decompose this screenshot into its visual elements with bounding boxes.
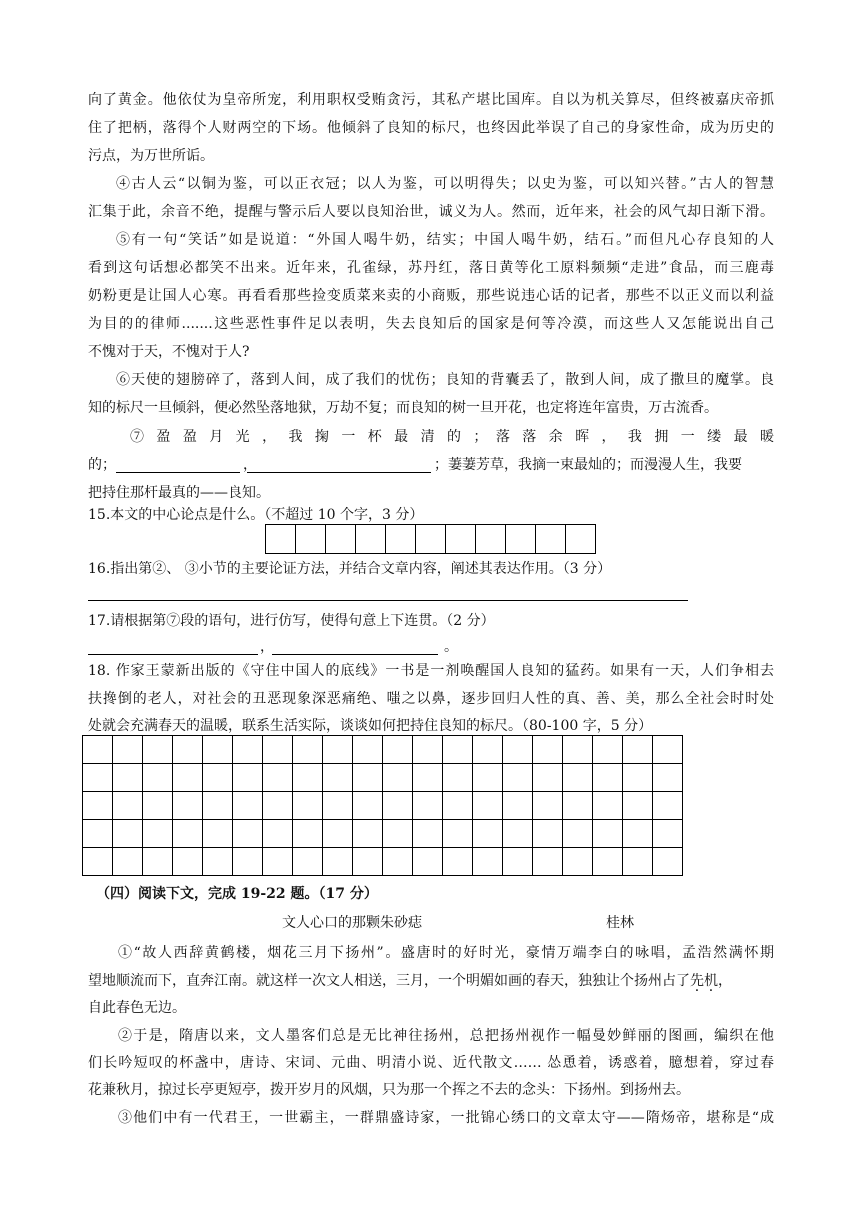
q18-grid-cell[interactable] xyxy=(203,764,233,792)
q18-grid-row xyxy=(83,792,683,820)
article-para-1-line-3: 自此春色无边。 xyxy=(88,1000,186,1016)
article-author: 桂林 xyxy=(606,915,634,931)
q18-grid-cell[interactable] xyxy=(593,792,623,820)
q18-grid-row xyxy=(83,820,683,848)
q18-grid-cell[interactable] xyxy=(203,820,233,848)
q18-grid-cell[interactable] xyxy=(233,736,263,764)
q18-grid-cell[interactable] xyxy=(473,820,503,848)
q18-grid-cell[interactable] xyxy=(113,764,143,792)
q18-grid-cell[interactable] xyxy=(383,820,413,848)
q18-grid-cell[interactable] xyxy=(323,736,353,764)
q18-grid-cell[interactable] xyxy=(563,736,593,764)
q18-grid-cell[interactable] xyxy=(653,792,683,820)
q18-grid-cell[interactable] xyxy=(413,848,443,876)
q18-grid-cell[interactable] xyxy=(143,820,173,848)
q18-grid-cell[interactable] xyxy=(173,792,203,820)
paragraph-3-line-3: 污点，为万世所诟。 xyxy=(88,148,214,164)
q18-grid-cell[interactable] xyxy=(293,848,323,876)
q18-grid-cell[interactable] xyxy=(533,792,563,820)
q18-grid-cell[interactable] xyxy=(233,820,263,848)
paragraph-3-line-2: 住了把柄，落得个人财两空的下场。他倾斜了良知的标尺，也终因此举误了自己的身家性命，成为历史的 xyxy=(88,120,774,136)
article-para-3-line-1: ③他们中有一代君王，一世霸主，一群鼎盛诗家，一批锦心绣口的文章太守——隋炀帝，堪称是“成 xyxy=(118,1110,774,1126)
q18-grid-cell[interactable] xyxy=(203,736,233,764)
article-para-2-line-3: 花兼秋月，掠过长亭更短亭，拨开岁月的风烟，只为那一个挥之不去的念头：下扬州。到扬州去。 xyxy=(88,1082,690,1098)
paragraph-5-line-4: 为目的的律师.......这些恶性事件足以表明，失去良知后的国家是何等冷漠，而这些人又怎能说出自己 xyxy=(88,316,774,332)
q15-grid-cell[interactable] xyxy=(266,525,296,554)
q18-answer-grid[interactable] xyxy=(82,735,683,876)
q18-grid-cell[interactable] xyxy=(593,736,623,764)
q18-grid-cell[interactable] xyxy=(473,764,503,792)
paragraph-5-line-5: 不愧对于天，不愧对于人? xyxy=(88,344,250,360)
q18-grid-cell[interactable] xyxy=(113,820,143,848)
q18-grid-cell[interactable] xyxy=(533,848,563,876)
question-17: 17.请根据第⑦段的语句，进行仿写，使得句意上下连贯。（2 分） xyxy=(88,613,495,629)
q18-grid-cell[interactable] xyxy=(233,764,263,792)
article-title: 文人心口的那颗朱砂痣 xyxy=(282,915,422,931)
q18-grid-cell[interactable] xyxy=(113,736,143,764)
q17-answer-blank-1[interactable] xyxy=(88,654,258,655)
paragraph-5-line-2: 看到这句话想必都笑不出来。近年来，孔雀绿，苏丹红，落日黄等化工原料频频“走进”食品，而三鹿毒 xyxy=(88,260,774,276)
q18-grid-cell[interactable] xyxy=(503,792,533,820)
question-18-line-2: 扶搀倒的老人，对社会的丑恶现象深恶痛绝、嗤之以鼻，逐步回归人性的真、善、美，那么全社会时时处 xyxy=(88,691,774,707)
q18-grid-cell[interactable] xyxy=(83,764,113,792)
q18-grid-cell[interactable] xyxy=(83,736,113,764)
q18-grid-row xyxy=(83,848,683,876)
q15-grid-cell[interactable] xyxy=(506,525,536,554)
q18-grid-cell[interactable] xyxy=(413,820,443,848)
paragraph-7-line-2b: ， xyxy=(243,457,257,473)
q16-answer-line[interactable] xyxy=(88,600,688,601)
question-18-line-1: 18. 作家王蒙新出版的《守住中国人的底线》一书是一剂唤醒国人良知的猛药。如果有一天，人们争相去 xyxy=(88,663,774,679)
q18-grid-cell[interactable] xyxy=(173,848,203,876)
paragraph-4-line-1: ④古人云“以铜为鉴，可以正衣冠；以人为鉴，可以明得失；以史为鉴，可以知兴替。”古人的智慧 xyxy=(116,176,774,192)
q18-grid-cell[interactable] xyxy=(143,764,173,792)
q18-grid-cell[interactable] xyxy=(443,848,473,876)
q18-grid-cell[interactable] xyxy=(653,820,683,848)
q18-grid-cell[interactable] xyxy=(653,848,683,876)
fill-blank-7a[interactable] xyxy=(116,472,240,473)
q18-grid-cell[interactable] xyxy=(353,792,383,820)
article-para-1-line-1: ①“故人西辞黄鹤楼，烟花三月下扬州”。盛唐时的好时光，豪情万端李白的咏唱，孟浩然满怀期 xyxy=(118,945,774,961)
article-para-1-line-2-tail: ， xyxy=(718,973,732,989)
q18-grid-cell[interactable] xyxy=(323,820,353,848)
q18-grid-cell[interactable] xyxy=(473,736,503,764)
q17-answer-blank-2[interactable] xyxy=(272,654,438,655)
q18-grid-cell[interactable] xyxy=(323,792,353,820)
paragraph-7-line-1: ⑦ 盈 盈 月 光 ， 我 掬 一 杯 最 清 的 ； 落 落 余 晖 ， 我 拥 一 缕 最 暖 xyxy=(130,429,774,445)
q18-grid-cell[interactable] xyxy=(113,848,143,876)
q18-grid-cell[interactable] xyxy=(173,820,203,848)
paragraph-6-line-1: ⑥天使的翅膀碎了，落到人间，成了我们的忧伤；良知的背囊丢了，散到人间，成了撒旦的魔掌。良 xyxy=(116,372,774,388)
q18-grid-cell[interactable] xyxy=(503,848,533,876)
q18-grid-cell[interactable] xyxy=(263,736,293,764)
q18-grid-cell[interactable] xyxy=(503,736,533,764)
q18-grid-cell[interactable] xyxy=(623,764,653,792)
q18-grid-cell[interactable] xyxy=(623,820,653,848)
q18-grid-cell[interactable] xyxy=(443,736,473,764)
q15-grid-cell[interactable] xyxy=(416,525,446,554)
question-18-line-3: 处就会充满春天的温暖，联系生活实际，谈谈如何把持住良知的标尺。（80-100 字，5 分） xyxy=(88,718,653,734)
q18-grid-cell[interactable] xyxy=(263,764,293,792)
q18-grid-cell[interactable] xyxy=(83,792,113,820)
article-para-1-line-2 xyxy=(88,972,732,990)
q17-separator: ， xyxy=(260,639,274,655)
article-para-1-line-2-text: 望地顺流而下，直奔江南。就这样一次文人相送，三月，一个明媚如画的春天，独独让个扬州占了 xyxy=(88,973,690,989)
q18-grid-cell[interactable] xyxy=(533,736,563,764)
q18-grid-cell[interactable] xyxy=(203,848,233,876)
q18-grid-cell[interactable] xyxy=(293,792,323,820)
emphasis-char-2: 机 xyxy=(704,973,718,989)
fill-blank-7b[interactable] xyxy=(247,472,431,473)
q18-grid-cell[interactable] xyxy=(293,736,323,764)
q15-grid-cell[interactable] xyxy=(536,525,566,554)
q18-grid-cell[interactable] xyxy=(503,820,533,848)
paragraph-7-line-2a: 的； xyxy=(88,457,116,473)
q18-grid-cell[interactable] xyxy=(173,764,203,792)
paragraph-3-line-1: 向了黄金。他依仗为皇帝所宠，利用职权受贿贪污，其私产堪比国库。自以为机关算尽，但终被嘉庆帝抓 xyxy=(88,92,774,108)
q18-grid-cell[interactable] xyxy=(293,764,323,792)
q18-grid-cell[interactable] xyxy=(143,848,173,876)
q18-grid-cell[interactable] xyxy=(413,792,443,820)
q18-grid-cell[interactable] xyxy=(263,792,293,820)
paragraph-4-line-2: 汇集于此，余音不绝，提醒与警示后人要以良知治世，诚义为人。然而，近年来，社会的风气却日渐下滑。 xyxy=(88,204,774,220)
q18-grid-cell[interactable] xyxy=(413,736,443,764)
q15-grid-cell[interactable] xyxy=(446,525,476,554)
q18-grid-cell[interactable] xyxy=(593,764,623,792)
paragraph-5-line-3: 奶粉更是让国人心寒。再看看那些捡变质菜来卖的小商贩，那些说违心话的记者，那些不以正义而以利益 xyxy=(88,288,774,304)
q18-grid-cell[interactable] xyxy=(323,764,353,792)
q17-end: 。 xyxy=(444,639,458,655)
q18-grid-cell[interactable] xyxy=(353,764,383,792)
q18-grid-cell[interactable] xyxy=(653,764,683,792)
q18-grid-cell[interactable] xyxy=(233,792,263,820)
q18-grid-cell[interactable] xyxy=(563,848,593,876)
q18-grid-cell[interactable] xyxy=(623,792,653,820)
q18-grid-cell[interactable] xyxy=(353,848,383,876)
q18-grid-row xyxy=(83,736,683,764)
q18-grid-cell[interactable] xyxy=(263,848,293,876)
q18-grid-cell[interactable] xyxy=(323,848,353,876)
article-para-2-line-1: ②于是，隋唐以来，文人墨客们总是无比神往扬州，总把扬州视作一幅曼妙鲜丽的图画，编织在他 xyxy=(118,1028,774,1044)
paragraph-5-line-1: ⑤有一句“笑话”如是说道：“外国人喝牛奶，结实；中国人喝牛奶，结石。”而但凡心存良知的人 xyxy=(116,232,774,248)
q18-grid-cell[interactable] xyxy=(593,820,623,848)
article-para-2-line-2: 们长吟短叹的杯盏中，唐诗、宋词、元曲、明清小说、近代散文…… 怂恿着，诱惑着，臆想着，穿过春 xyxy=(88,1055,774,1071)
q18-grid-cell[interactable] xyxy=(503,764,533,792)
question-16: 16.指出第②、 ③小节的主要论证方法，并结合文章内容，阐述其表达作用。（3 分） xyxy=(88,561,612,577)
paragraph-7-line-2c: ；萋萋芳草，我摘一束最灿的；而漫漫人生，我要 xyxy=(434,457,742,473)
q15-grid-cell[interactable] xyxy=(356,525,386,554)
q15-grid-cell[interactable] xyxy=(386,525,416,554)
q18-grid-cell[interactable] xyxy=(143,792,173,820)
paragraph-6-line-2: 知的标尺一旦倾斜，便必然坠落地狱，万劫不复；而良知的树一旦开花，也定将连年富贵，万古流香。 xyxy=(88,400,718,416)
q18-grid-cell[interactable] xyxy=(413,764,443,792)
q18-grid-cell[interactable] xyxy=(443,764,473,792)
q18-grid-cell[interactable] xyxy=(83,848,113,876)
q15-grid-cell[interactable] xyxy=(326,525,356,554)
q18-grid-cell[interactable] xyxy=(353,820,383,848)
q18-grid-cell[interactable] xyxy=(383,736,413,764)
q18-grid-cell[interactable] xyxy=(293,820,323,848)
q18-grid-cell[interactable] xyxy=(623,848,653,876)
q18-grid-cell[interactable] xyxy=(143,736,173,764)
q18-grid-cell[interactable] xyxy=(533,764,563,792)
q18-grid-cell[interactable] xyxy=(563,792,593,820)
q15-grid-cell[interactable] xyxy=(476,525,506,554)
q18-grid-cell[interactable] xyxy=(563,820,593,848)
q18-grid-cell[interactable] xyxy=(533,820,563,848)
q18-grid-cell[interactable] xyxy=(623,736,653,764)
q18-grid-cell[interactable] xyxy=(593,848,623,876)
q15-grid-cell[interactable] xyxy=(566,525,596,554)
q18-grid-cell[interactable] xyxy=(473,848,503,876)
q18-grid-cell[interactable] xyxy=(443,792,473,820)
q18-grid-cell[interactable] xyxy=(383,848,413,876)
q18-grid-cell[interactable] xyxy=(383,792,413,820)
q18-grid-row xyxy=(83,764,683,792)
question-15: 15.本文的中心论点是什么。（不超过 10 个字，3 分） xyxy=(88,507,424,523)
q18-grid-cell[interactable] xyxy=(113,792,143,820)
q18-grid-cell[interactable] xyxy=(443,820,473,848)
q18-grid-cell[interactable] xyxy=(233,848,263,876)
q18-grid-cell[interactable] xyxy=(263,820,293,848)
emphasis-char-1: 先 xyxy=(690,973,704,989)
section-4-heading: （四）阅读下文，完成 19-22 题。（17 分） xyxy=(96,886,378,902)
q18-grid-cell[interactable] xyxy=(353,736,383,764)
q18-grid-cell[interactable] xyxy=(383,764,413,792)
q18-grid-cell[interactable] xyxy=(653,736,683,764)
q18-grid-cell[interactable] xyxy=(473,792,503,820)
q18-grid-cell[interactable] xyxy=(203,792,233,820)
q18-grid-cell[interactable] xyxy=(83,820,113,848)
paragraph-7-line-3: 把持住那杆最真的——良知。 xyxy=(88,485,270,501)
q15-answer-grid[interactable] xyxy=(265,524,596,554)
q18-grid-cell[interactable] xyxy=(173,736,203,764)
q18-grid-cell[interactable] xyxy=(563,764,593,792)
q15-grid-cell[interactable] xyxy=(296,525,326,554)
